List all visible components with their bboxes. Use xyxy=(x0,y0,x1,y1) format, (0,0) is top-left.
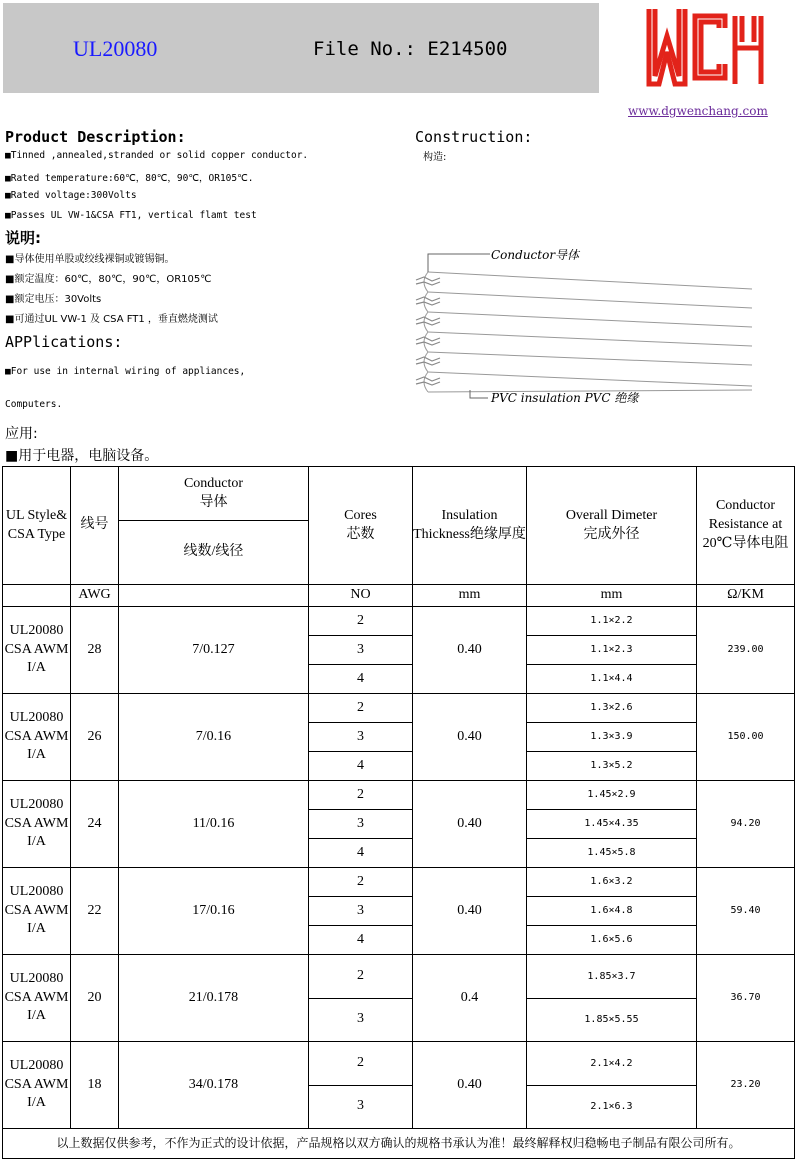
cell-strand: 11/0.16 xyxy=(119,781,309,868)
file-number: File No.: E214500 xyxy=(313,38,508,60)
cell-cores: 3 xyxy=(309,1085,413,1129)
cell-resistance: 239.00 xyxy=(697,607,795,694)
cell-insulation: 0.40 xyxy=(413,694,527,781)
header-style: UL Style& CSA Type xyxy=(3,467,71,585)
unit-ohm: Ω/KM xyxy=(697,585,795,607)
cell-awg: 24 xyxy=(71,781,119,868)
cell-cores: 3 xyxy=(309,723,413,752)
table-row xyxy=(3,607,795,636)
cell-resistance: 36.70 xyxy=(697,955,795,1042)
construction-heading-cn: 构造: xyxy=(423,152,447,163)
table-row xyxy=(3,955,795,999)
unit-blank xyxy=(119,585,309,607)
cell-cores: 2 xyxy=(309,868,413,897)
application-item-cn: ■用于电器，电脑设备。 xyxy=(5,448,159,464)
cell-cores: 4 xyxy=(309,752,413,781)
cell-cores: 3 xyxy=(309,998,413,1042)
table-row xyxy=(3,1042,795,1086)
cell-cores: 3 xyxy=(309,810,413,839)
cell-style: UL20080 CSA AWM I/A xyxy=(3,868,71,955)
cell-overall-dim: 1.6×5.6 xyxy=(527,926,697,955)
cell-overall-dim: 1.45×4.35 xyxy=(527,810,697,839)
cell-style: UL20080 CSA AWM I/A xyxy=(3,607,71,694)
conductor-strands xyxy=(416,277,440,385)
description-heading: Product Description: xyxy=(5,128,186,146)
cable-construction-diagram xyxy=(408,240,760,410)
unit-blank xyxy=(3,585,71,607)
description-item: ■Passes UL VW-1&CSA FT1, vertical flamt test xyxy=(5,210,257,221)
cell-awg: 18 xyxy=(71,1042,119,1129)
header-overall: Overall Dimeter 完成外径 xyxy=(527,467,697,585)
cell-strand: 21/0.178 xyxy=(119,955,309,1042)
cell-overall-dim: 1.3×5.2 xyxy=(527,752,697,781)
cell-insulation: 0.40 xyxy=(413,868,527,955)
description-item-cn: ■可通过UL VW-1 及 CSA FT1 ，垂直燃烧测试 xyxy=(5,314,218,325)
cell-cores: 2 xyxy=(309,955,413,999)
table-row xyxy=(3,694,795,723)
cell-insulation: 0.4 xyxy=(413,955,527,1042)
unit-awg: AWG xyxy=(71,585,119,607)
description-item-cn: ■导体使用单股或绞线裸铜或镀锡铜。 xyxy=(5,254,175,265)
cell-style: UL20080 CSA AWM I/A xyxy=(3,955,71,1042)
cell-resistance: 150.00 xyxy=(697,694,795,781)
construction-heading: Construction: xyxy=(415,128,533,146)
header-cores: Cores 芯数 xyxy=(309,467,413,585)
cell-awg: 26 xyxy=(71,694,119,781)
website-link[interactable]: www.dgwenchang.com xyxy=(628,104,768,118)
unit-no: NO xyxy=(309,585,413,607)
company-logo xyxy=(645,6,767,90)
cell-overall-dim: 2.1×6.3 xyxy=(527,1085,697,1129)
cell-insulation: 0.40 xyxy=(413,607,527,694)
cell-overall-dim: 1.6×4.8 xyxy=(527,897,697,926)
description-item-cn: ■额定温度：60℃，80℃，90℃，OR105℃ xyxy=(5,274,212,285)
header-awg-cn: 线号 xyxy=(71,467,119,585)
spec-table xyxy=(2,466,795,1159)
application-item-continued: Computers. xyxy=(5,399,63,410)
insulation-label: PVC insulation PVC 绝缘 xyxy=(491,391,639,405)
conductor-label: Conductor导体 xyxy=(491,248,580,262)
cell-style: UL20080 CSA AWM I/A xyxy=(3,1042,71,1129)
cell-cores: 2 xyxy=(309,694,413,723)
cell-cores: 2 xyxy=(309,1042,413,1086)
applications-heading: APPlications: xyxy=(5,333,123,351)
cell-overall-dim: 1.3×2.6 xyxy=(527,694,697,723)
cell-overall-dim: 1.85×5.55 xyxy=(527,998,697,1042)
description-item-cn: ■额定电压：30Volts xyxy=(5,294,102,305)
cell-insulation: 0.40 xyxy=(413,781,527,868)
cell-strand: 7/0.127 xyxy=(119,607,309,694)
cell-overall-dim: 1.1×4.4 xyxy=(527,665,697,694)
header-resistance: Conductor Resistance at 20℃导体电阻 xyxy=(697,467,795,585)
header-insulation: Insulation Thickness绝缘厚度 xyxy=(413,467,527,585)
header-conductor: Conductor 导体 xyxy=(119,467,309,521)
cell-cores: 2 xyxy=(309,607,413,636)
cell-cores: 4 xyxy=(309,665,413,694)
unit-mm: mm xyxy=(527,585,697,607)
cell-strand: 34/0.178 xyxy=(119,1042,309,1129)
footer-disclaimer: 以上数据仅供参考，不作为正式的设计依据，产品规格以双方确认的规格书承认为准！最终解释权归稳畅电子制品有限公司所有。 xyxy=(3,1129,795,1159)
cell-cores: 3 xyxy=(309,636,413,665)
application-item: ■For use in internal wiring of appliances, xyxy=(5,366,246,377)
cell-overall-dim: 1.3×3.9 xyxy=(527,723,697,752)
cell-awg: 20 xyxy=(71,955,119,1042)
applications-heading-cn: 应用: xyxy=(5,426,38,442)
cell-cores: 3 xyxy=(309,897,413,926)
cell-style: UL20080 CSA AWM I/A xyxy=(3,781,71,868)
table-row xyxy=(3,868,795,897)
cell-overall-dim: 1.1×2.2 xyxy=(527,607,697,636)
cell-resistance: 59.40 xyxy=(697,868,795,955)
cell-overall-dim: 1.6×3.2 xyxy=(527,868,697,897)
cell-awg: 22 xyxy=(71,868,119,955)
cell-overall-dim: 1.1×2.3 xyxy=(527,636,697,665)
cell-strand: 17/0.16 xyxy=(119,868,309,955)
description-item: ■Rated voltage:300Volts xyxy=(5,190,137,201)
cell-cores: 2 xyxy=(309,781,413,810)
footer-row xyxy=(3,1129,795,1159)
cell-strand: 7/0.16 xyxy=(119,694,309,781)
document-title: UL20080 xyxy=(73,36,158,61)
cell-resistance: 23.20 xyxy=(697,1042,795,1129)
cell-awg: 28 xyxy=(71,607,119,694)
description-item: ■Tinned ,annealed,stranded or solid copper conductor. xyxy=(5,150,309,161)
description-item: ■Rated temperature:60℃，80℃，90℃，OR105℃. xyxy=(5,173,254,184)
unit-mm: mm xyxy=(413,585,527,607)
cell-overall-dim: 2.1×4.2 xyxy=(527,1042,697,1086)
cell-cores: 4 xyxy=(309,926,413,955)
cell-cores: 4 xyxy=(309,839,413,868)
header-strand: 线数/线径 xyxy=(119,521,309,585)
cell-overall-dim: 1.45×2.9 xyxy=(527,781,697,810)
cell-overall-dim: 1.45×5.8 xyxy=(527,839,697,868)
cell-resistance: 94.20 xyxy=(697,781,795,868)
cell-overall-dim: 1.85×3.7 xyxy=(527,955,697,999)
table-row xyxy=(3,781,795,810)
cell-style: UL20080 CSA AWM I/A xyxy=(3,694,71,781)
description-heading-cn: 说明: xyxy=(5,229,41,247)
cell-insulation: 0.40 xyxy=(413,1042,527,1129)
